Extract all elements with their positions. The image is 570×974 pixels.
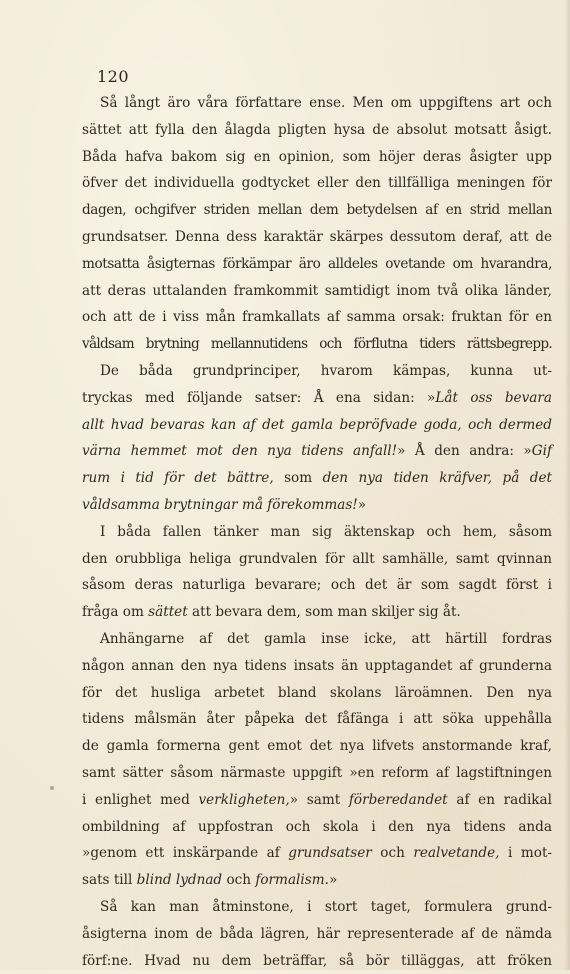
text-line: sats till blind lydnad och formalism.» [82,867,552,894]
text-line: I båda fallen tänker man sig äktenskap och hem, såsom [82,519,552,546]
text-line: rum i tid för det bättre, som den nya tiden kräfver, på det [82,465,552,492]
text-line: värna hemmet mot den nya tidens anfall!» Å den andra: »Gif [82,438,552,465]
text-line: åsigterna inom de båda lägren, här representerade af de nämda [82,921,552,948]
text-line: grundsatser. Denna dess karaktär skärpes dessutom deraf, att de [82,224,552,251]
text-line: samt sätter såsom närmaste uppgift »en reform af lagstiftningen [82,760,552,787]
text-line: Båda hafva bakom sig en opinion, som höjer deras åsigter upp [82,144,552,171]
text-line: Så långt äro våra författare ense. Men om uppgiftens art och [82,90,552,117]
text-line: den orubbliga heliga grundvalen för allt samhälle, samt qvinnan [82,546,552,573]
text-line: våldsamma brytningar må förekommas!» [82,492,552,519]
text-line: såsom deras naturliga bevarare; och det är som sagdt först i [82,572,552,599]
text-line: tidens målsmän åter påpeka det fåfänga i att söka uppehålla [82,706,552,733]
text-line: De båda grundprinciper, hvarom kämpas, kunna ut- [82,358,552,385]
text-line: dagen, ochgifver striden mellan dem betydelsen af en strid mellan [82,197,552,224]
text-line: allt hvad bevaras kan af det gamla bepröfvade goda, och dermed [82,412,552,439]
text-line: öfver det individuella godtycket eller den tillfälliga meningen för [82,170,552,197]
text-line: tryckas med följande satser: Å ena sidan: »Låt oss bevara [82,385,552,412]
ink-smudge [50,786,54,790]
text-line: förf:ne. Hvad nu dem beträffar, så bör tilläggas, att fröken [82,948,552,974]
text-line: »genom ett inskärpande af grundsatser och realvetande, i mot- [82,840,552,867]
text-line: Så kan man åtminstone, i stort taget, formulera grund- [82,894,552,921]
text-line: ombildning af uppfostran och skola i den nya tidens anda [82,814,552,841]
text-line: sättet att fylla den ålagda pligten hysa de absolut motsatt åsigt. [82,117,552,144]
text-line: och att de i viss mån framkallats af samma orsak: fruktan för en [82,304,552,331]
text-line: motsatta åsigternas förkämpar äro alldeles ovetande om hvarandra, [82,251,552,278]
text-line: våldsam brytning mellannutidens och förflutna tiders rättsbegrepp. [82,331,552,358]
text-line: Anhängarne af det gamla inse icke, att härtill fordras [82,626,552,653]
text-line: i enlighet med verkligheten,» samt förberedandet af en radikal [82,787,552,814]
text-line: för det husliga arbetet bland skolans läroämnen. Den nya [82,680,552,707]
text-line: de gamla formerna gent emot det nya lifvets anstormande kraf, [82,733,552,760]
text-line: att deras uttalanden framkommit samtidigt inom två olika länder, [82,278,552,305]
text-line: någon annan den nya tidens insats än upptagandet af grunderna [82,653,552,680]
page-number: 120 [97,67,129,86]
page-edge-shadow [564,0,570,970]
text-line: fråga om sättet att bevara dem, som man skiljer sig åt. [82,599,552,626]
body-text [82,90,552,974]
